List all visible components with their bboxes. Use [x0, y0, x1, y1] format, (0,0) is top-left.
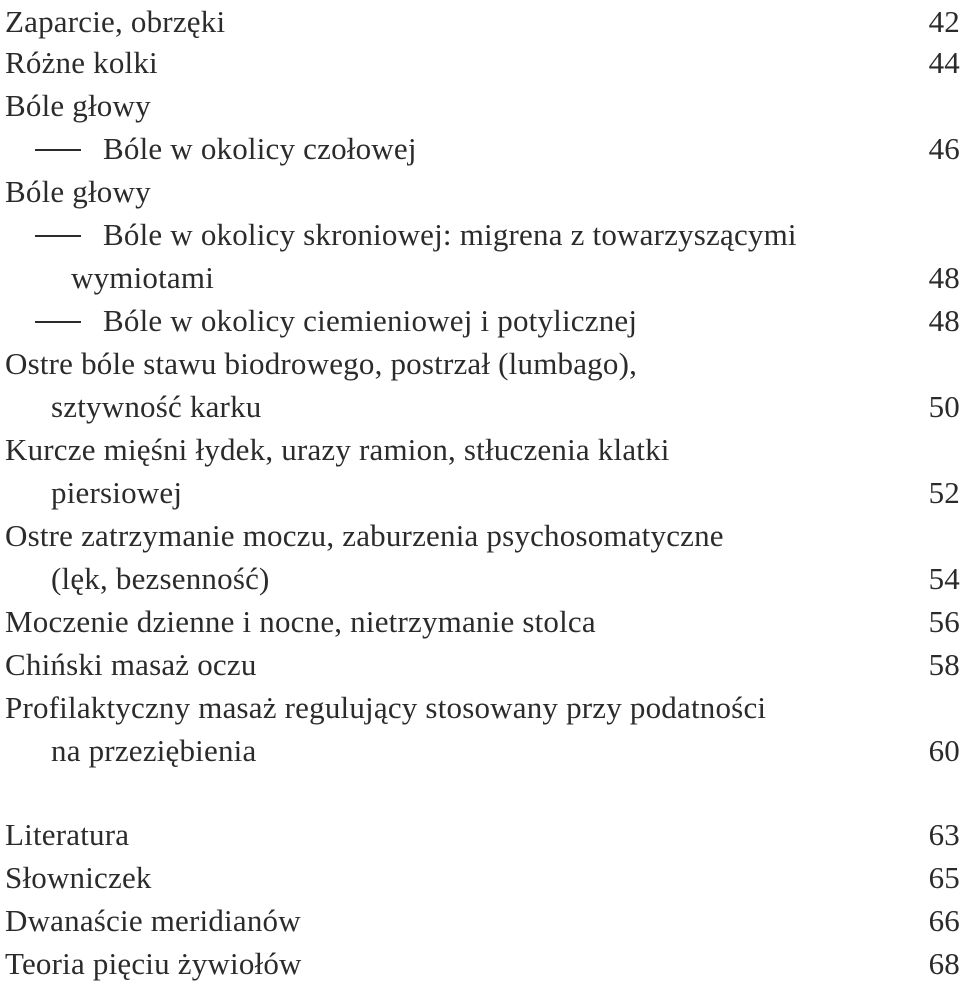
toc-entry-title: Bóle głowy [5, 88, 155, 123]
toc-entry-page: 42 [928, 4, 960, 39]
toc-entry-page: 65 [928, 860, 960, 895]
toc-subentry [5, 127, 960, 170]
toc-entry [5, 41, 960, 84]
toc-entry [5, 942, 960, 985]
toc-entry-title: Literatura [5, 817, 133, 852]
toc-entry-page: 60 [928, 733, 960, 768]
toc-entry-title: sztywność karku [51, 389, 262, 424]
toc-entry-page: 46 [928, 131, 960, 166]
toc-entry-title: Bóle w okolicy skroniowej: migrena z towarzyszącymi [103, 217, 797, 252]
toc-entry-title: Bóle w okolicy ciemieniowej i potylicznej [103, 303, 638, 338]
toc-entry-continuation [5, 557, 960, 600]
toc-entry-title: piersiowej [51, 475, 183, 510]
toc-entry-page: 54 [928, 561, 960, 596]
toc-entry-title: Teoria pięciu żywiołów [5, 946, 306, 981]
toc-entry-page: 58 [928, 647, 960, 682]
toc-entry-title: Dwanaście meridianów [5, 903, 305, 938]
toc-section-heading [5, 170, 960, 213]
toc-entry-title: Różne kolki [5, 45, 162, 80]
dash-marker [35, 321, 81, 323]
toc-entry [5, 514, 960, 557]
toc-entry-page: 50 [928, 389, 960, 424]
toc-entry-title: Chiński masaż oczu [5, 647, 261, 682]
dash-marker [35, 235, 81, 237]
toc-entry [5, 856, 960, 899]
toc-subentry [5, 213, 960, 256]
toc-section-heading [5, 84, 960, 127]
toc-entry [5, 643, 960, 686]
toc-entry-title: Moczenie dzienne i nocne, nietrzymanie stolca [5, 604, 600, 639]
toc-entry-title: na przeziębienia [51, 733, 257, 768]
toc-entry-page: 48 [928, 303, 960, 338]
toc-entry [5, 813, 960, 856]
toc-entry-title: Zaparcie, obrzęki [5, 4, 229, 39]
toc-entry-title: Bóle w okolicy czołowej [103, 131, 417, 166]
toc-entry-title: wymiotami [71, 260, 215, 295]
toc-entry-page: 44 [928, 45, 960, 80]
toc-entry-continuation [5, 471, 960, 514]
toc-entry-title: Ostre zatrzymanie moczu, zaburzenia psychosomatyczne [5, 518, 728, 553]
toc-entry [5, 899, 960, 942]
toc-entry [5, 342, 960, 385]
toc-subentry [5, 299, 960, 342]
toc-entry [5, 428, 960, 471]
toc-entry-title: Bóle głowy [5, 174, 155, 209]
toc-entry-continuation [5, 256, 960, 299]
toc-entry-continuation [5, 385, 960, 428]
toc-entry [5, 600, 960, 643]
toc-entry-page: 56 [928, 604, 960, 639]
toc-entry-page: 66 [928, 903, 960, 938]
toc-entry-page: 52 [928, 475, 960, 510]
dash-marker [35, 149, 81, 151]
toc-entry-title: Ostre bóle stawu biodrowego, postrzał (lumbago), [5, 346, 641, 381]
toc-entry-continuation [5, 729, 960, 772]
toc-entry-page: 48 [928, 260, 960, 295]
toc-entry-title: Profilaktyczny masaż regulujący stosowany przy podatności [5, 690, 770, 725]
toc-entry-title: Słowniczek [5, 860, 156, 895]
toc-entry-page: 63 [928, 817, 960, 852]
toc-entry-title: Kurcze mięśni łydek, urazy ramion, stłuczenia klatki [5, 432, 674, 467]
toc-entry-title: (lęk, bezsenność) [51, 561, 270, 596]
toc-entry-page: 68 [928, 946, 960, 981]
toc-entry [5, 0, 960, 43]
toc-entry [5, 686, 960, 729]
